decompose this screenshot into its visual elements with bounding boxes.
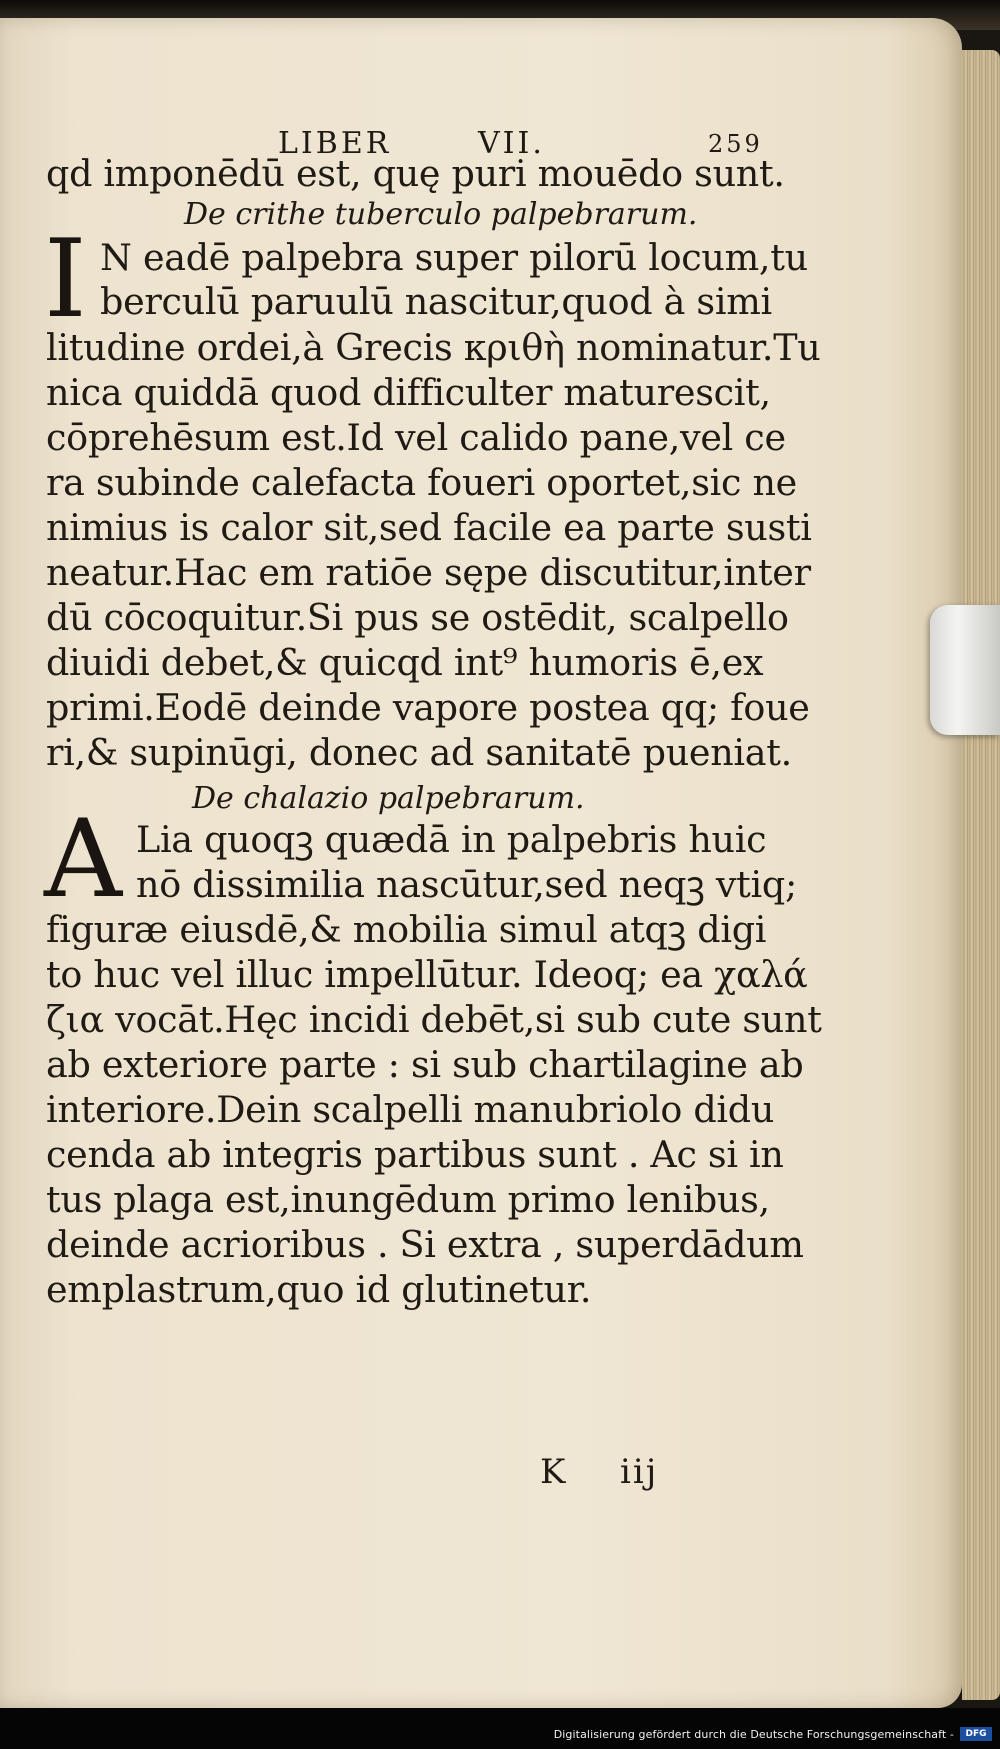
text-line: Lia quoqꝫ quædā in palpebris huic — [136, 818, 767, 861]
text-line: deinde acrioribus . Si extra , superdādum — [46, 1223, 804, 1266]
text-line: ζια vocāt.Hęc incidi debēt,si sub cute sunt — [46, 998, 822, 1041]
digitization-credit: Digitalisierung gefördert durch die Deutsche Forschungsgemeinschaft - — [553, 1728, 954, 1741]
text-line: to huc vel illuc impellūtur. Ideoq; ea χαλά — [46, 953, 808, 996]
text-line: tus plaga est,inungēdum primo lenibus, — [46, 1178, 770, 1221]
text-line: figuræ eiusdē,& mobilia simul atqꝫ digi — [46, 908, 767, 951]
text-line: ri,& supinūgi, donec ad sanitatē pueniat. — [46, 731, 792, 774]
text-line: cenda ab integris partibus sunt . Ac si in — [46, 1133, 784, 1176]
drop-cap-I: I — [44, 217, 87, 342]
text-line: ra subinde calefacta foueri oportet,sic ne — [46, 461, 797, 504]
text-line: neatur.Hac em ratiōe sępe discutitur,inter — [46, 551, 811, 594]
section-heading-crithe: De crithe tuberculo palpebrarum. — [184, 197, 698, 232]
page-edges — [962, 50, 1000, 1700]
text-line: nimius is calor sit,sed facile ea parte susti — [46, 506, 812, 549]
text-line: diuidi debet,& quicqd int⁹ humoris ē,ex — [46, 641, 764, 684]
text-line: ab exteriore parte : si sub chartilagine ab — [46, 1043, 804, 1086]
drop-cap-A: A — [44, 797, 122, 922]
dfg-logo: DFG — [960, 1727, 992, 1741]
text-line: dū cōcoquitur.Si pus se ostēdit, scalpello — [46, 596, 789, 639]
text-line: nō dissimilia nascūtur,sed neqꝫ vtiq; — [136, 863, 797, 906]
text-line: nica quiddā quod difficulter maturescit, — [46, 371, 771, 414]
signature-number: iij — [620, 1452, 659, 1492]
header-title: LIBER — [278, 126, 392, 161]
text-line: cōprehēsum est.Id vel calido pane,vel ce — [46, 416, 786, 459]
folio-number: 259 — [708, 130, 763, 158]
header-book-number: VII. — [478, 126, 545, 161]
section-heading-chalazio: De chalazio palpebrarum. — [192, 781, 585, 816]
signature-letter: K — [540, 1452, 568, 1492]
text-line: primi.Eodē deinde vapore postea qq; foue — [46, 686, 810, 729]
text-line: interiore.Dein scalpelli manubriolo didu — [46, 1088, 775, 1131]
text-line: litudine ordei,à Grecis κριθὴ nominatur.Tu — [46, 326, 821, 369]
page-clip — [930, 605, 1000, 735]
continuation-line: qd imponēdū est, quę puri mouēdo sunt. — [46, 152, 785, 195]
text-line: emplastrum,quo id glutinetur. — [46, 1268, 592, 1311]
text-line: berculū paruulū nascitur,quod à simi — [100, 280, 772, 323]
text-line: N eadē palpebra super pilorū locum,tu — [100, 236, 808, 279]
